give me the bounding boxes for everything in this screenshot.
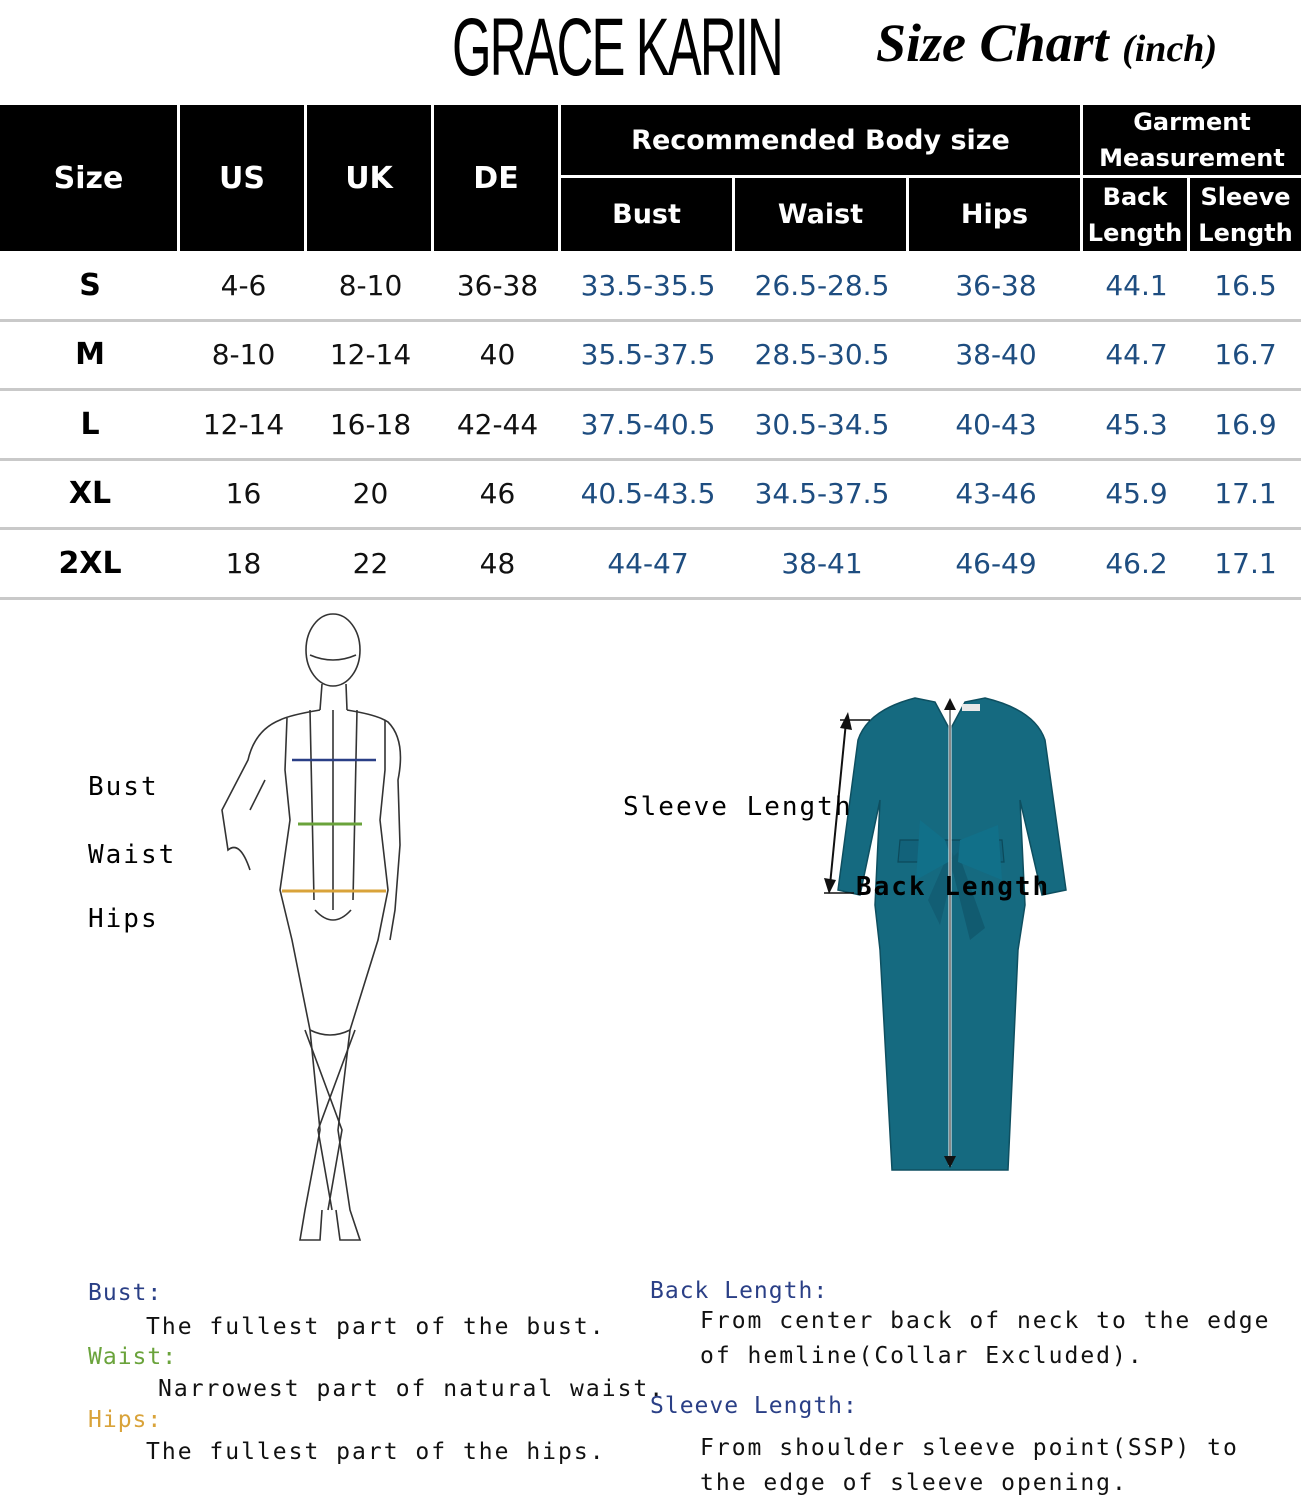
cell-sleeve: 17.1 [1214, 477, 1277, 511]
cell-waist: 30.5-34.5 [754, 407, 890, 441]
cell-de: 42-44 [456, 407, 539, 441]
cell-waist: 26.5-28.5 [754, 268, 890, 302]
header-back-line1: Back [1102, 182, 1168, 211]
def-sleeve-text-2: the edge of sleeve opening. [700, 1470, 1128, 1496]
cell-bust: 35.5-37.5 [580, 338, 716, 372]
cell-back: 46.2 [1105, 546, 1168, 580]
def-bust-term: Bust: [88, 1280, 163, 1306]
header-back-length [1083, 178, 1187, 251]
cell-de: 36-38 [456, 268, 539, 302]
header-us: US [180, 105, 304, 251]
def-sleeve-term: Sleeve Length: [650, 1393, 858, 1419]
def-back-text-1: From center back of neck to the edge [700, 1308, 1271, 1334]
header-size: Size [0, 105, 177, 251]
dress-icon [820, 690, 1080, 1180]
cell-hips: 40-43 [955, 407, 1037, 441]
cell-us: 8-10 [211, 338, 276, 372]
header-bust: Bust [561, 178, 732, 251]
chart-unit: (inch) [1122, 28, 1218, 70]
cell-back: 44.1 [1105, 268, 1168, 302]
cell-uk: 16-18 [329, 407, 412, 441]
cell-de: 40 [479, 338, 516, 372]
header-garment-line2: Measurement [1099, 144, 1285, 172]
cell-back: 45.9 [1105, 477, 1168, 511]
cell-hips: 46-49 [955, 546, 1037, 580]
def-sleeve-text-1: From shoulder sleeve point(SSP) to [700, 1435, 1239, 1461]
figure-label-sleeve-length: Sleeve Length [623, 792, 853, 822]
def-bust-text: The fullest part of the bust. [146, 1314, 606, 1340]
cell-hips: 38-40 [955, 338, 1037, 372]
header-sleeve-line1: Sleeve [1200, 182, 1291, 211]
cell-uk: 20 [352, 477, 389, 511]
cell-bust: 40.5-43.5 [580, 477, 716, 511]
cell-back: 44.7 [1105, 338, 1168, 372]
cell-bust: 44-47 [607, 546, 689, 580]
chart-title-text: Size Chart [876, 13, 1109, 73]
header-hips: Hips [909, 178, 1080, 251]
cell-sleeve: 16.7 [1214, 338, 1277, 372]
cell-sleeve: 16.9 [1214, 407, 1277, 441]
cell-size: 2XL [58, 545, 122, 581]
cell-uk: 8-10 [338, 268, 403, 302]
header-de: DE [434, 105, 558, 251]
cell-waist: 38-41 [781, 546, 863, 580]
cell-us: 4-6 [220, 268, 267, 302]
croquis-figure-icon [210, 610, 420, 1255]
header-uk: UK [307, 105, 431, 251]
header-back-line2: Length [1087, 218, 1183, 247]
cell-bust: 37.5-40.5 [580, 407, 716, 441]
cell-hips: 43-46 [955, 477, 1037, 511]
brand-logo-text: GRACE KARIN [452, 2, 782, 93]
header-sleeve-length [1190, 178, 1301, 251]
cell-uk: 22 [352, 546, 389, 580]
def-waist-text: Narrowest part of natural waist. [158, 1376, 666, 1402]
def-hips-text: The fullest part of the hips. [146, 1439, 606, 1465]
cell-us: 12-14 [202, 407, 285, 441]
def-waist-term: Waist: [88, 1344, 178, 1370]
header-garment-line1: Garment [1133, 108, 1251, 136]
header-sleeve-line2: Length [1198, 218, 1293, 247]
def-back-text-2: of hemline(Collar Excluded). [700, 1343, 1144, 1369]
cell-size: M [75, 337, 105, 373]
figure-label-bust: Bust [88, 772, 159, 802]
cell-size: XL [68, 476, 112, 512]
cell-size: L [80, 406, 100, 442]
header-garment [1083, 105, 1301, 175]
cell-de: 46 [479, 477, 516, 511]
chart-title [876, 10, 1217, 82]
cell-us: 16 [225, 477, 262, 511]
cell-bust: 33.5-35.5 [580, 268, 716, 302]
cell-uk: 12-14 [329, 338, 412, 372]
row-divider [0, 597, 1301, 600]
figure-label-back-length: Back Length [856, 872, 1051, 902]
figure-label-waist: Waist [88, 840, 177, 870]
cell-back: 45.3 [1105, 407, 1168, 441]
def-back-term: Back Length: [650, 1278, 829, 1304]
def-hips-term: Hips: [88, 1407, 163, 1433]
cell-sleeve: 17.1 [1214, 546, 1277, 580]
cell-us: 18 [225, 546, 262, 580]
cell-sleeve: 16.5 [1214, 268, 1277, 302]
header-recommended: Recommended Body size [561, 105, 1080, 175]
cell-de: 48 [479, 546, 516, 580]
cell-size: S [79, 267, 101, 303]
figure-label-hips: Hips [88, 904, 159, 934]
cell-waist: 34.5-37.5 [754, 477, 890, 511]
cell-hips: 36-38 [955, 268, 1037, 302]
header-waist: Waist [735, 178, 906, 251]
cell-waist: 28.5-30.5 [754, 338, 890, 372]
